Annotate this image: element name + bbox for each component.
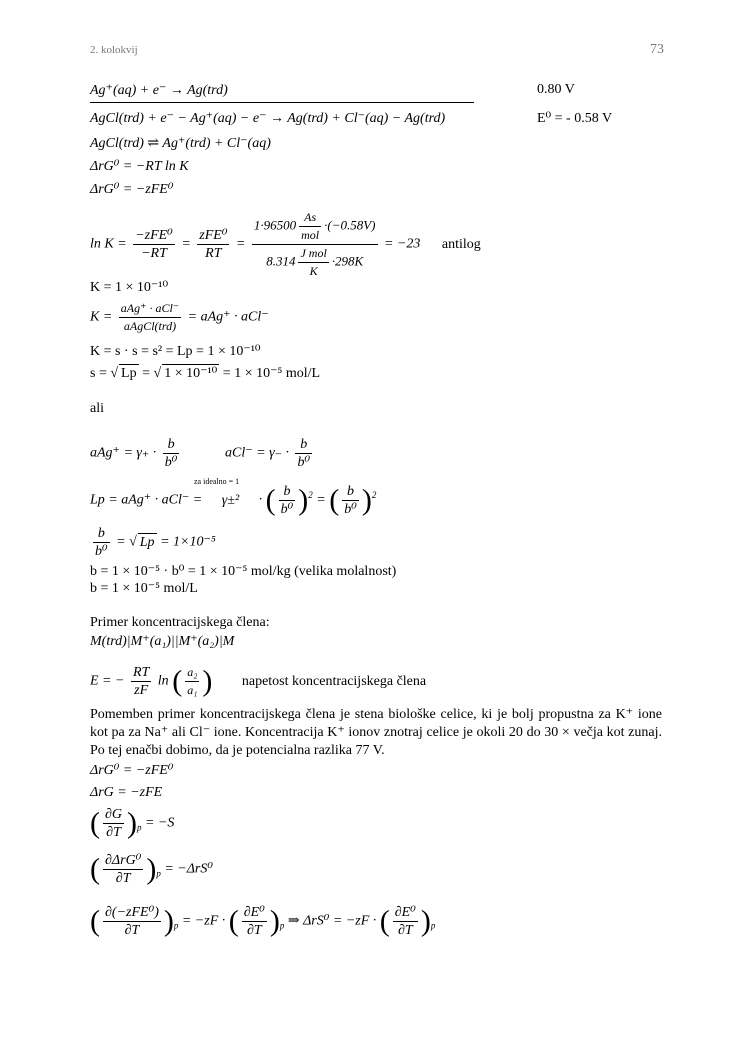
ideal-note: za idealno = 1 <box>194 477 240 486</box>
concentration-cell-title: Primer koncentracijskega člena: <box>90 615 270 630</box>
lnk-fraction-1: $\frac{\text{−zFE⁰}}{-RT}$ <box>135 228 173 261</box>
lnk-fraction-2: $\frac{\text{zFE⁰}}{RT}$ <box>199 228 228 261</box>
lnk-result: = −23 <box>384 236 421 252</box>
reaction-divider <box>90 102 474 103</box>
k-solubility-product: K = s · s = s² = Lp = 1 × 10⁻¹⁰ <box>90 344 261 359</box>
k-value: K = 1 × 10⁻¹⁰ <box>90 280 169 295</box>
biological-cell-paragraph: Pomemben primer koncentracijskega člena je stena biološke celice, ki je bolj propustna za K⁺ ione kot pa za Na⁺ ali Cl⁻ ione. Koncentracija K⁺ ionov znotraj celice je okoli 20 do 30 × večja kot zunaj. Po tej enačbi dobimo, da je potencialna razlika 77 V. <box>90 707 662 758</box>
gibbs-equation-1: ΔrG⁰ = −RT ln K <box>90 159 189 174</box>
activity-ag: aAg⁺ = γ₊ · $\frac{b}{\text{b⁰}}$ <box>90 437 178 470</box>
running-header: 2. kolokvij <box>90 44 138 56</box>
b-concentration: b = 1 × 10⁻⁵ mol/L <box>90 581 198 596</box>
ali-word: ali <box>90 401 104 416</box>
concentration-cell-voltage: E = − $\frac{RT}{zF}$ ln ( $\frac{\text{a₂}}{\text{a₁}}$ ) napetost koncentracijskega člena <box>90 664 427 698</box>
lnk-equation: ln K = $\frac{\text{−zFE⁰}}{-RT}$ = $\frac{\text{zFE⁰}}{RT}$ = 1·96500 $\frac{As}{\text{mol}}$ ·(−0.58V) 8.314 $\frac{\text{J mol}}{K}$ ·298K = −23 antilog <box>90 210 481 278</box>
b-ratio: $\frac{b}{\text{b⁰}}$ = √ Lp = 1×10⁻⁵ <box>95 526 216 559</box>
thermo-equation-4: ( $\frac{\text{∂ΔrG⁰}}{\partial T}$ )$_p = -\Delta rS^0$ <box>90 852 213 886</box>
reaction-2: AgCl(trd) + e⁻ − Ag⁺(aq) − e⁻ → Ag(trd) + Cl⁻(aq) − Ag(trd) <box>90 111 446 126</box>
concentration-cell-notation: M(trd)|M⁺(a₁)||M⁺(a₂)|M <box>90 634 235 649</box>
reaction-1: Ag⁺(aq) + e⁻ → Ag(trd) <box>90 83 228 98</box>
thermo-equation-1: ΔrG⁰ = −zFE⁰ <box>90 763 174 778</box>
b-molality: b = 1 × 10⁻⁵ · b⁰ = 1 × 10⁻⁵ mol/kg (velika molalnost) <box>90 564 397 579</box>
thermo-equation-2: ΔrG = −zFE <box>90 785 163 800</box>
gibbs-equation-2: ΔrG⁰ = −zFE⁰ <box>90 182 174 197</box>
antilog-note: antilog <box>441 236 481 252</box>
lnk-lhs: ln K = <box>90 236 127 252</box>
reaction-3: AgCl(trd) ⇌ Ag⁺(trd) + Cl⁻(aq) <box>90 136 271 151</box>
page-number: 73 <box>650 42 664 57</box>
thermo-equation-3: ( $\frac{\partial G}{\partial T}$ )$_p = -S$ <box>90 806 175 840</box>
activity-cl: aCl⁻ = γ₋ · $\frac{b}{\text{b⁰}}$ <box>225 437 311 470</box>
s-value: s = √ Lp = √ 1 × 10⁻¹⁰ = 1 × 10⁻⁵ mol/L <box>90 366 321 381</box>
thermo-equation-5: ( $\frac{\text{∂(−zFE⁰)}}{\partial T}$ )$_p = -zF$ · ( $\frac{\text{∂E⁰}}{\partial T}$ )$_p$ ⇒ ΔrS⁰ = −zF · ( $\frac{\text{∂E⁰}}{\partial T}$ )$_p$ <box>90 904 436 938</box>
lp-expression: Lp = aAg⁺ · aCl⁻ = γ±² · ( $\frac{b}{\text{b⁰}}$ )$^2$ = ( $\frac{b}{\text{b⁰}}$ )$^2$ <box>90 483 377 517</box>
lnk-fraction-3: 1·96500 $\frac{As}{\text{mol}}$ ·(−0.58V) 8.314 $\frac{\text{J mol}}{K}$ ·298K <box>253 210 376 278</box>
reaction-2-potential: E⁰ = - 0.58 V <box>537 111 613 126</box>
k-activity-expression: K = $\frac{\text{aAg⁺ · aCl⁻}}{\text{aAgCl(trd)}}$ = aAg⁺ · aCl⁻ <box>90 301 269 333</box>
reaction-1-potential: 0.80 V <box>537 82 575 97</box>
